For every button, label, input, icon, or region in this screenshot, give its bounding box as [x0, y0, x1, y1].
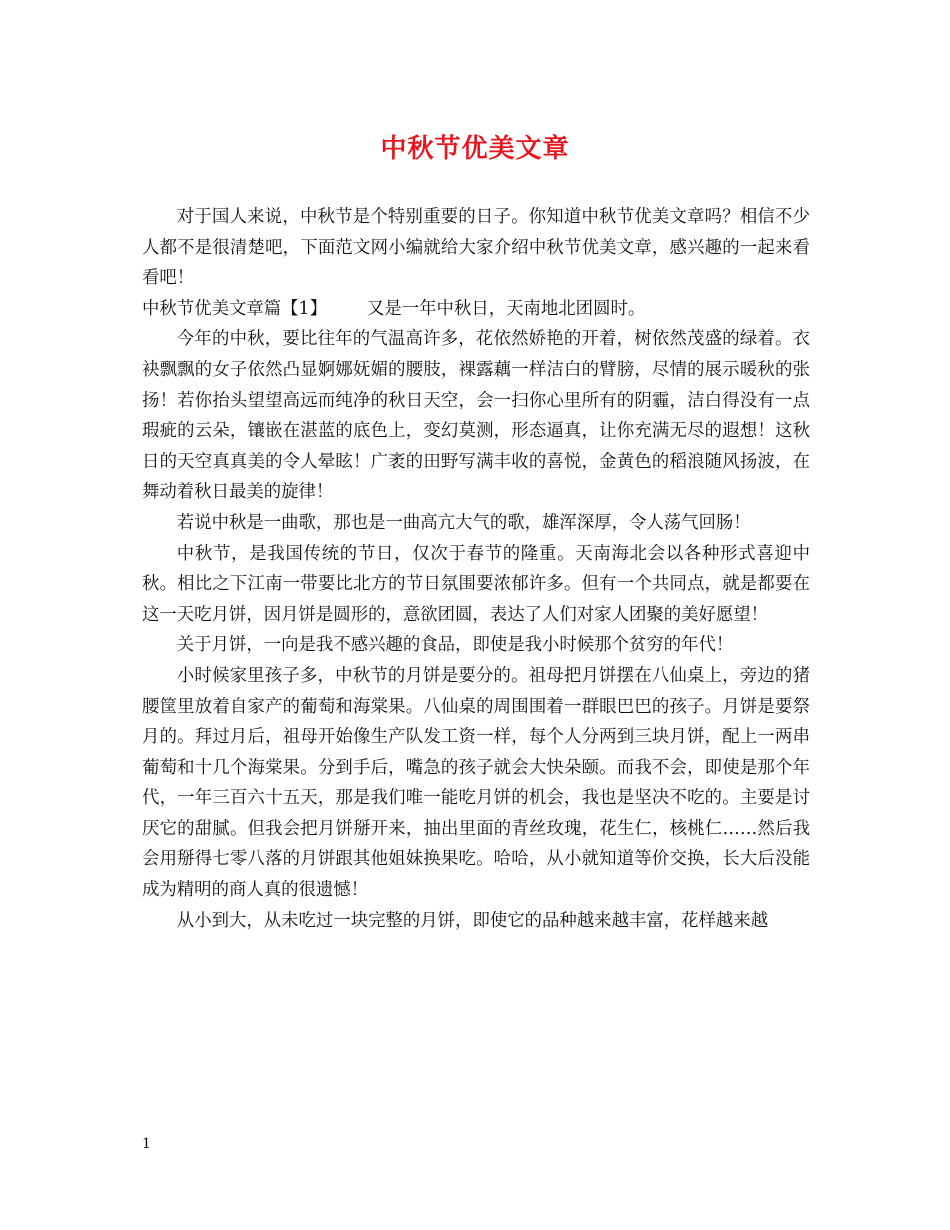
paragraph: 中秋节，是我国传统的节日，仅次于春节的隆重。天南海北会以各种形式喜迎中秋。相比之下江南一带要比北方的节日氛围要浓郁许多。但有一个共同点，就是都要在这一天吃月饼，因月饼是圆形的，意欲团圆，表达了人们对家人团聚的美好愿望！: [142, 543, 810, 625]
section-first-line: 又是一年中秋日，天南地北团圆时。: [366, 298, 646, 319]
paragraph: 关于月饼，一向是我不感兴趣的食品，即使是我小时候那个贫穷的年代！: [176, 635, 734, 656]
document-title: 中秋节优美文章: [380, 134, 570, 164]
section-heading-line: [142, 294, 810, 325]
section-heading: 中秋节优美文章篇【1】: [142, 298, 327, 319]
paragraph: 若说中秋是一曲歌，那也是一曲高亢大气的歌，雄浑深厚，令人荡气回肠！: [176, 512, 751, 533]
page-number: 1: [142, 1136, 151, 1152]
document-body: [142, 202, 810, 936]
paragraph: 从小到大，从未吃过一块完整的月饼，即使它的品种越来越丰富，花样越来越: [176, 910, 769, 931]
paragraph-intro: 对于国人来说，中秋节是个特别重要的日子。你知道中秋节优美文章吗？相信不少人都不是很清楚吧，下面范文网小编就给大家介绍中秋节优美文章，感兴趣的一起来看看吧！: [142, 207, 810, 289]
paragraph: 今年的中秋，要比往年的气温高许多，花依然娇艳的开着，树依然茂盛的绿着。衣袂飘飘的女子依然凸显婀娜妩媚的腰肢，裸露藕一样洁白的臂膀，尽情的展示暖秋的张扬！若你抬头望望高远而纯净的秋日天空，会一扫你心里所有的阴霾，洁白得没有一点瑕疵的云朵，镶嵌在湛蓝的底色上，变幻莫测，形态逼真，让你充满无尽的遐想！这秋日的天空真真美的令人晕眩！广袤的田野写满丰收的喜悦，金黄色的稻浪随风扬波，在舞动着秋日最美的旋律！: [142, 329, 810, 503]
paragraph: 小时候家里孩子多，中秋节的月饼是要分的。祖母把月饼摆在八仙桌上，旁边的猪腰筐里放着自家产的葡萄和海棠果。八仙桌的周围围着一群眼巴巴的孩子。月饼是要祭月的。拜过月后，祖母开始像生产队发工资一样，每个人分两到三块月饼，配上一两串葡萄和十几个海棠果。分到手后，嘴急的孩子就会大快朵颐。而我不会，即使是那个年代，一年三百六十五天，那是我们唯一能吃月饼的机会，我也是坚决不吃的。主要是讨厌它的甜腻。但我会把月饼掰开来，抽出里面的青丝玫瑰，花生仁，核桃仁……然后我会用掰得七零八落的月饼跟其他姐妹换果吃。哈哈，从小就知道等价交换，长大后没能成为精明的商人真的很遗憾！: [142, 665, 810, 901]
